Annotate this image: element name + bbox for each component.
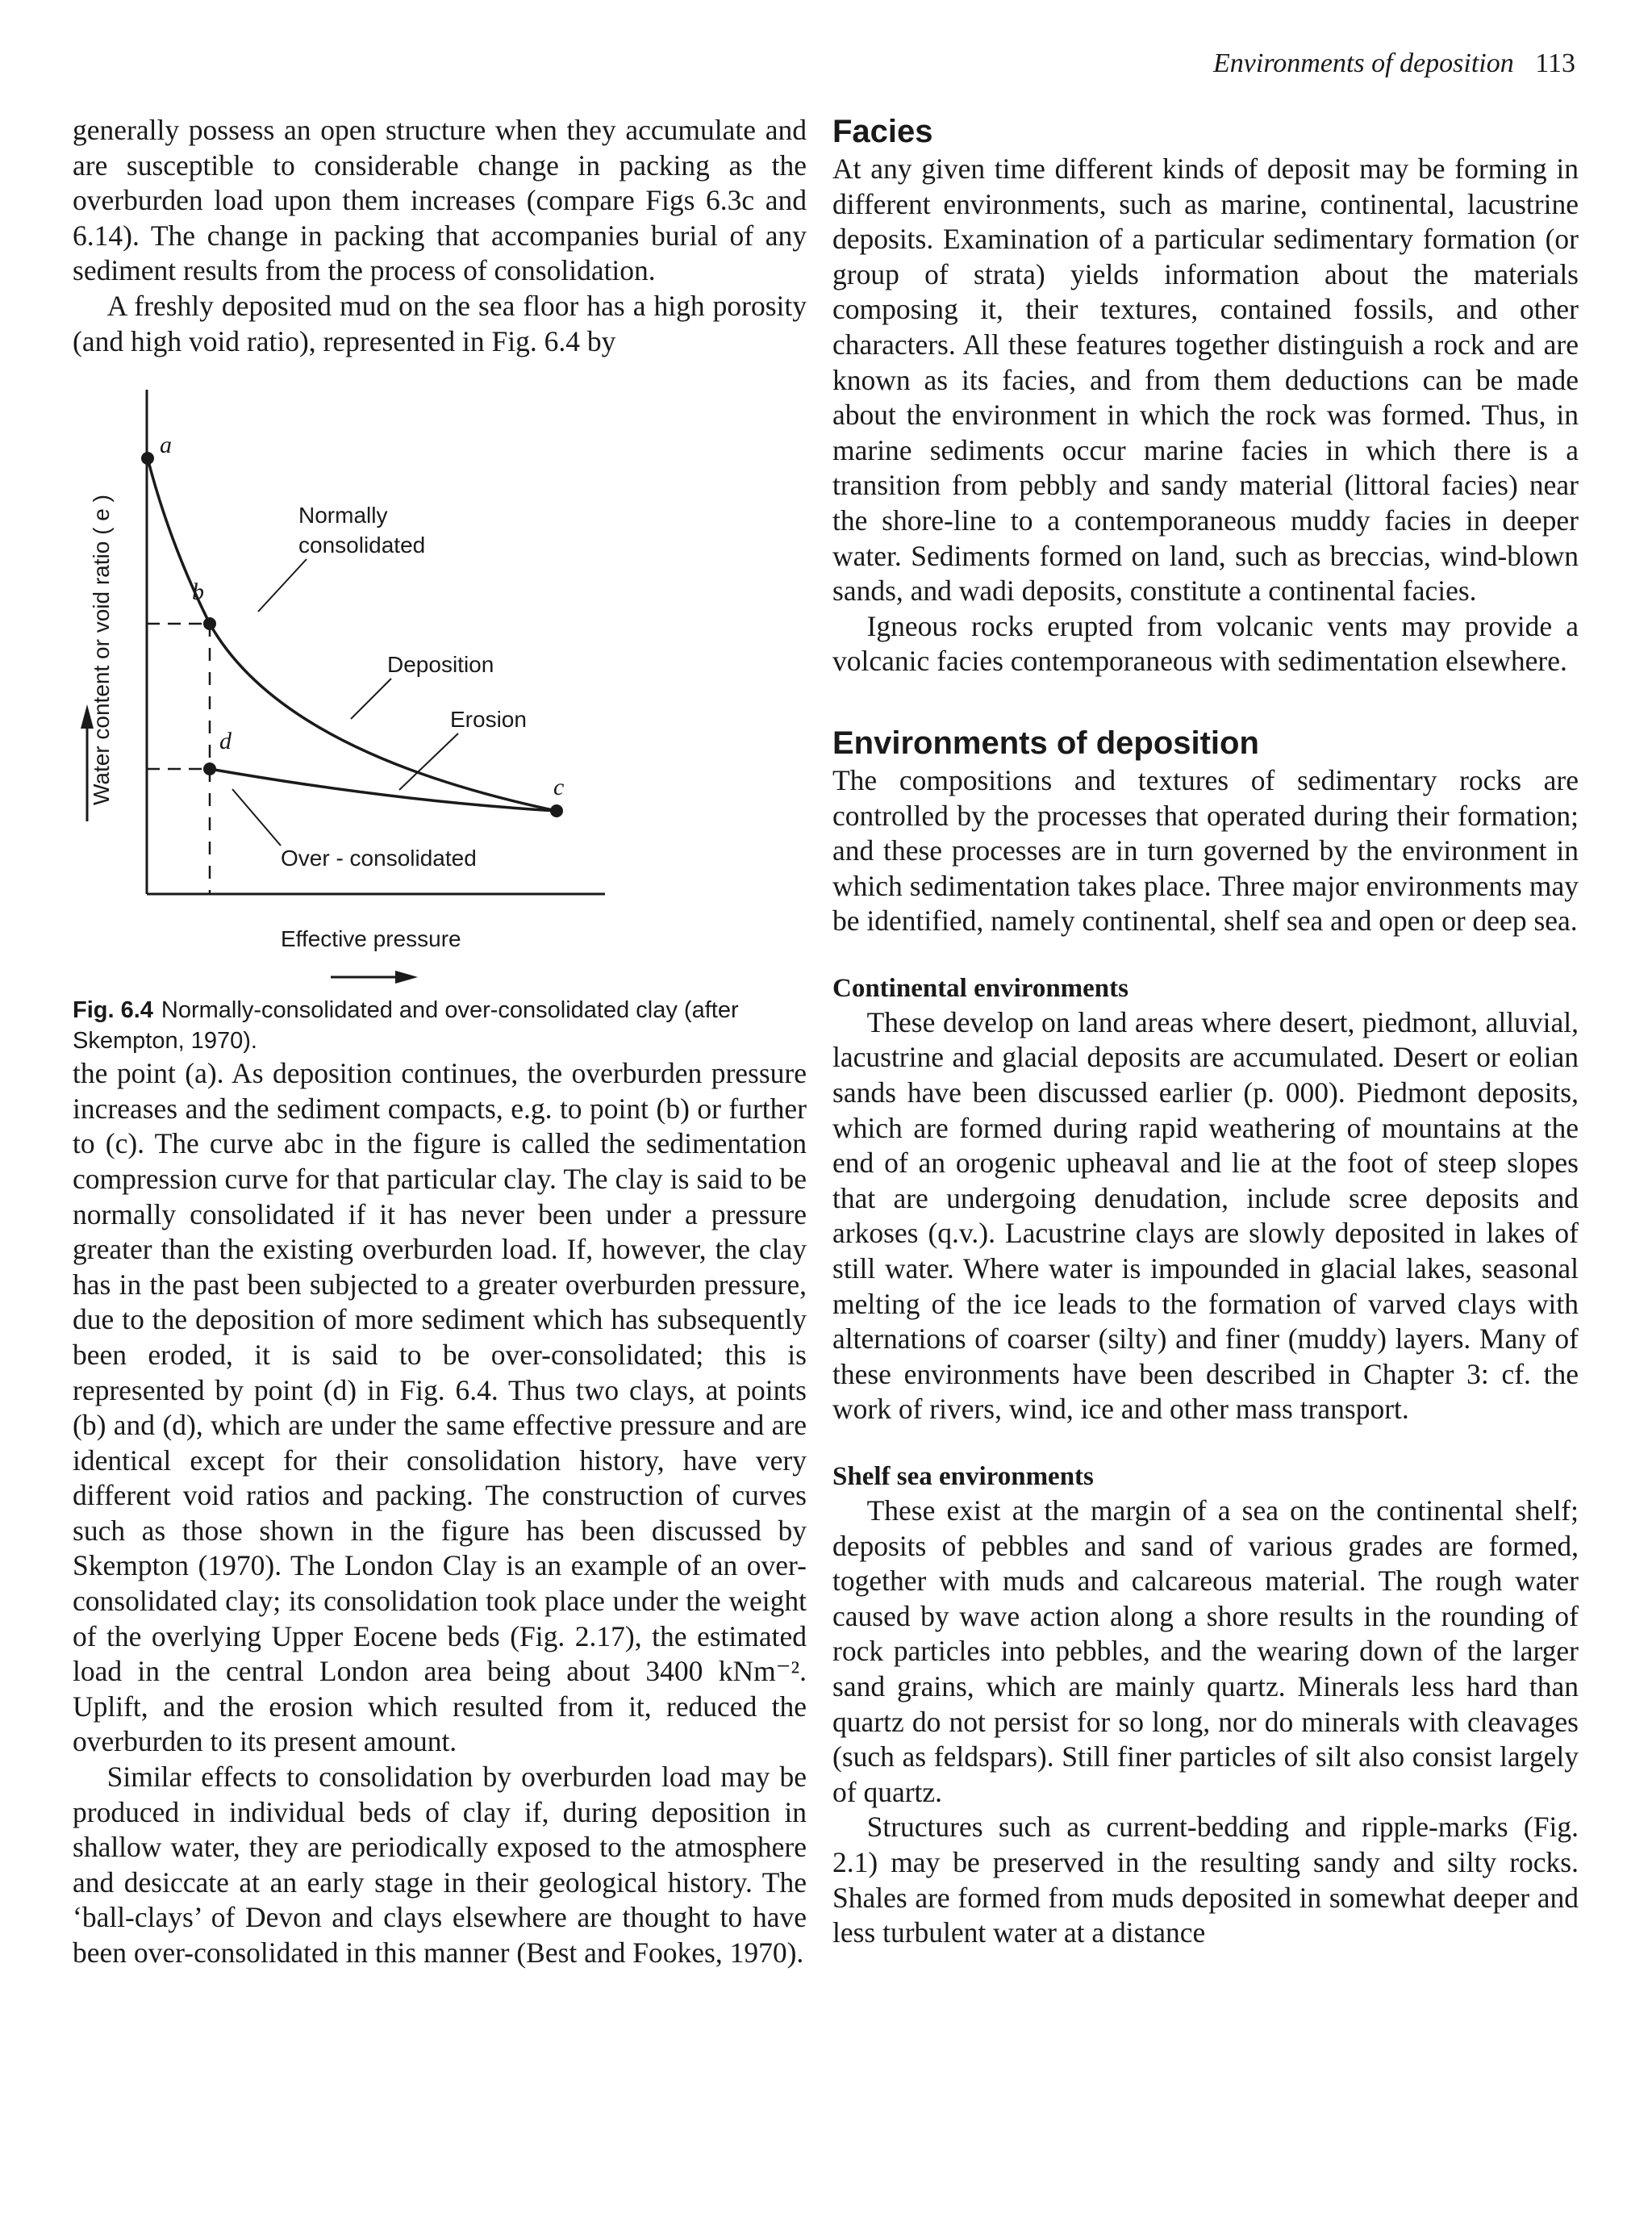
paragraph: the point (a). As deposition continues, the overburden pressure increases and the sediment compacts, e.g. to point (b) or further to (c). The curve abc in the figure is called the sedimentation compression curve for that particular clay. The clay is said to be normally consolidated if it has never been under a pressure greater than the existing overburden load. If, however, the clay has in the past been subjected to a greater overburden pressure, due to the deposition of more sediment which has subsequently been eroded, it is said to be over-consolidated; this is represented by point (d) in Fig. 6.4. Thus two clays, at points (b) and (d), which are under the same effective pressure and are identical except for their consolidation history, have very different void ratios and packing. The construction of curves such as those shown in the figure has been discussed by Skempton (1970). The London Clay is an example of an over-consolidated clay; its consolidation took place under the weight of the overlying Upper Eocene beds (Fig. 2.17), the estimated load in the central London area being about 3400 kNm⁻². Uplift, and the erosion which resulted from it, reduced the overburden to its present amount. [73,1057,807,1758]
erosion-leader [399,733,458,790]
paragraph: Similar effects to consolidation by overburden load may be produced in individual beds of clay if, during deposition in shallow water, they are periodically exposed to the atmosphere and desiccate at an early stage in their geological history. The ‘ball-clays’ of Devon and clays elsewhere are thought to have been over-consolidated in this manner (Best and Fookes, 1970). [73,1761,807,1969]
over-consolidated-label: Over - consolidated [281,846,477,871]
page-number: 113 [1535,48,1575,78]
subheading-shelf-sea: Shelf sea environments [832,1462,1094,1491]
point-d-label: d [219,728,232,755]
paragraph: A freshly deposited mud on the sea floor has a high porosity (and high void ratio), represented in Fig. 6.4 by [73,289,807,357]
point-c-label: c [553,774,565,801]
paragraph: Igneous rocks erupted from volcanic vents may provide a volcanic facies contemporaneous with sedimentation elsewhere. [832,609,1579,678]
point-a-marker [141,452,154,465]
section-heading-environments: Environments of deposition [832,725,1259,761]
x-arrow-head [395,971,418,984]
y-axis-label: Water content or void ratio ( e ) [89,495,114,806]
normally-consolidated-label-1: Normally [298,503,388,528]
figure-caption-text: Normally-consolidated and over-consolidated clay (after Skempton, 1970). [73,997,739,1055]
right-column [832,113,1579,1951]
point-a-label: a [160,432,172,459]
figure-caption [73,995,807,1056]
running-head [1213,48,1575,79]
deposition-leader [351,679,391,719]
paragraph: These develop on land areas where desert, piedmont, alluvial, lacustrine and glacial deposits are accumulated. Desert or eolian sands have been discussed earlier (p. 000). Piedmont deposits, which are formed during rapid weathering of mountains at the end of an orogenic upheaval and lie at the foot of steep slopes that are undergoing denudation, include scree deposits and arkoses (q.v.). Lacustrine clays are slowly deposited in lakes of still water. Where water is impounded in glacial lakes, seasonal melting of the ice leads to the formation of varved clays with alternations of coarser (silty) and finer (muddy) layers. Many of these environments have been described in Chapter 3: cf. the work of rivers, wind, ice and other mass transport. [832,1005,1579,1426]
point-c-marker [550,804,563,817]
running-head-title: Environments of deposition [1213,48,1514,78]
over-consolidation-curve [210,769,557,811]
over-consolidated-leader [232,789,281,846]
erosion-label: Erosion [450,707,527,733]
subheading-continental: Continental environments [832,973,1128,1003]
point-b-label: b [192,579,204,606]
normally-consolidated-label-2: consolidated [298,533,426,558]
paragraph: generally possess an open structure when they accumulate and are susceptible to considerable change in packing as the overburden load upon them increases (compare Figs 6.3c and 6.14). The change in packing that accompanies burial of any sediment results from the process of consolidation. [73,114,807,287]
normally-consolidated-leader [258,559,307,612]
paragraph: The compositions and textures of sedimentary rocks are controlled by the processes that operated during their formation; and these processes are in turn governed by the environment in which sedimentation takes place. Three major environments may be identified, namely continental, shelf sea and open or deep sea. [832,763,1579,938]
figure-6-4 [73,382,807,995]
consolidation-diagram [73,382,807,995]
paragraph: At any given time different kinds of deposit may be forming in different environments, such as marine, continental, lacustrine deposits. Examination of a particular sedimentary formation (or group of strata) yields information about the materials composing it, their textures, contained fossils, and other characters. All these features together distinguish a rock and are known as its facies, and from them deductions can be made about the environment in which the rock was formed. Thus, in marine sediments occur marine facies in which there is a transition from pebbly and sandy material (littoral facies) near the shore-line to a contemporaneous muddy facies in deeper water. Sediments formed on land, such as breccias, wind-blown sands, and wadi deposits, constitute a continental facies. [832,152,1579,608]
section-heading-facies: Facies [832,114,933,149]
paragraph: Structures such as current-bedding and ripple-marks (Fig. 2.1) may be preserved in the resulting sandy and silty rocks. Shales are formed from muds deposited in somewhat deeper and less turbulent water at a distance [832,1811,1579,1949]
x-axis-label: Effective pressure [281,926,461,952]
deposition-label: Deposition [387,652,494,678]
paragraph: These exist at the margin of a sea on the continental shelf; deposits of pebbles and sand of various grades are formed, together with muds and calcareous material. The rough water caused by wave action along a shore results in the rounding of rock particles into pebbles, and the wearing down of the larger sand grains, which are mainly quartz. Minerals less hard than quartz do not persist for so long, nor do minerals with cleavages (such as feldspars). Still finer particles of silt also consist largely of quartz. [832,1494,1579,1808]
figure-caption-label: Fig. 6.4 [73,997,153,1024]
left-column [73,113,807,1971]
